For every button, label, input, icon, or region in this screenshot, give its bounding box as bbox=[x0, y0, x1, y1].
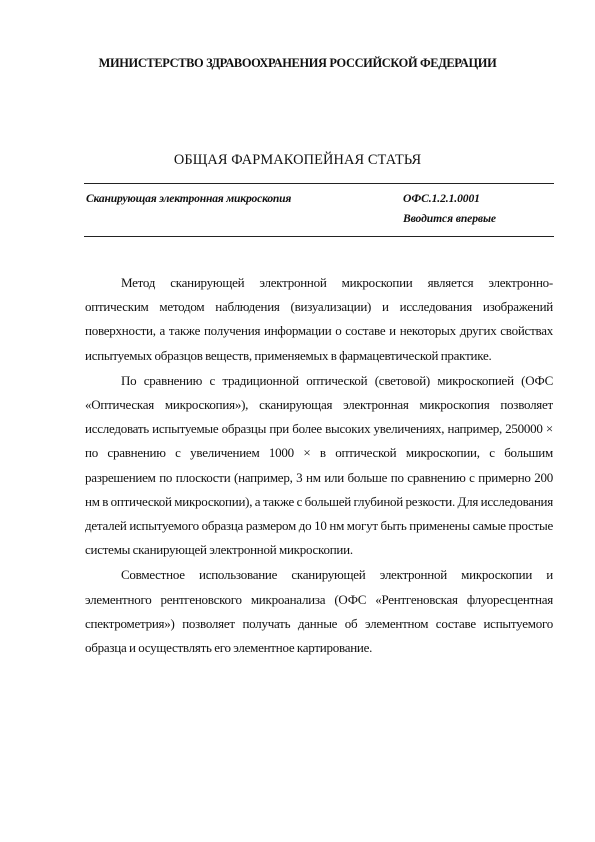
body-text bbox=[85, 271, 553, 661]
header-rule-top bbox=[84, 183, 554, 184]
document-title: ОБЩАЯ ФАРМАКОПЕЙНАЯ СТАТЬЯ bbox=[173, 152, 422, 168]
paragraph-1: Метод сканирующей электронной микроскопии является электронно-оптическим методом наблюдения (визуализации) и исследования изображений поверхности, а также получения информации о составе и некоторых других свойствах испытуемых образцов веществ, применяемых в фармацевтической практике. bbox=[85, 275, 553, 363]
monograph-code: ОФС.1.2.1.0001 bbox=[403, 192, 480, 205]
ministry-heading: МИНИСТЕРСТВО ЗДРАВООХРАНЕНИЯ РОССИЙСКОЙ ФЕДЕРАЦИИ bbox=[98, 56, 497, 70]
introduction-status: Вводится впервые bbox=[403, 212, 496, 225]
monograph-name: Сканирующая электронная микроскопия bbox=[86, 192, 292, 205]
header-rule-bottom bbox=[84, 236, 554, 237]
paragraph-2: По сравнению с традиционной оптической (световой) микроскопией (ОФС «Оптическая микроскопия»), сканирующая электронная микроскопия позволяет исследовать испытуемые образцы при более высоких увеличениях, например, 250000 × по сравнению с увеличением 1000 × в оптической микроскопии, с большим разрешением по плоскости (например, 3 нм или больше по сравнению с примерно 200 нм в оптической микроскопии), а также с большей глубиной резкости. Для исследования деталей испытуемого образца размером до 10 нм могут быть применены самые простые системы сканирующей электронной микроскопии. bbox=[85, 372, 553, 558]
paragraph-3: Совместное использование сканирующей электронной микроскопии и элементного рентгеновского микроанализа (ОФС «Рентгеновская флуоресцентная спектрометрия») позволяет получать данные об элементном составе испытуемого образца и осуществлять его элементное картирование. bbox=[85, 567, 553, 656]
